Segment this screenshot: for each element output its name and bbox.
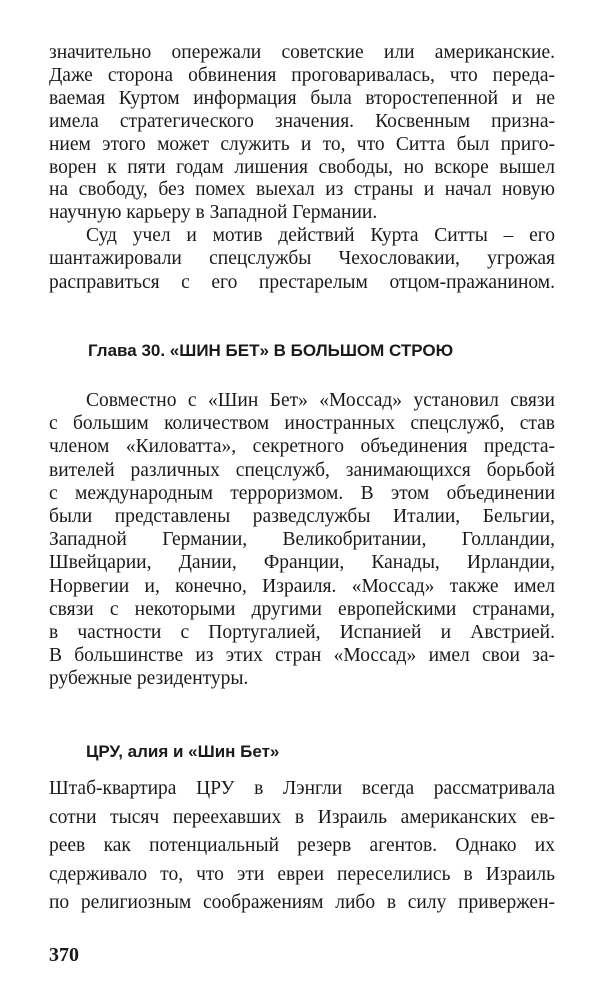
text-line: Совместно с «Шин Бет» «Моссад» установил связи xyxy=(86,390,555,411)
section-heading: ЦРУ, алия и «Шин Бет» xyxy=(86,742,280,761)
text-line: реев как потенциальный резерв агентов. Однако их xyxy=(49,835,555,856)
text-line: связи с некоторыми другими европейскими странами, xyxy=(49,598,555,620)
text-line: по религиозным соображениям либо в силу привержен- xyxy=(49,892,555,913)
text-line: В большинстве из этих стран «Моссад» имел свои за- xyxy=(49,645,555,667)
text-line: Штаб-квартира ЦРУ в Лэнгли всегда рассматривала xyxy=(49,778,555,799)
text-line: Норвегии и, конечно, Израиля. «Моссад» также имел xyxy=(49,575,555,597)
text-line: на свободу, без помех выехал из страны и начал новую xyxy=(49,179,555,201)
text-line: членом «Киловатта», секретного объединения предста- xyxy=(49,436,555,458)
text-line: имела стратегического значения. Косвенным призна- xyxy=(49,110,555,132)
text-line: расправиться с его престарелым отцом-пражанином. xyxy=(49,271,555,293)
text-line: в частности с Португалией, Испанией и Австрией. xyxy=(49,622,555,643)
page-number: 370 xyxy=(49,944,79,966)
text-line: были представлены разведслужбы Италии, Бельгии, xyxy=(49,506,555,527)
text-line: сдерживало то, что эти евреи переселились в Израиль xyxy=(49,863,555,885)
chapter-heading: Глава 30. «ШИН БЕТ» В БОЛЬШОМ СТРОЮ xyxy=(88,341,454,360)
text-line: вителей различных спецслужб, занимающихся борьбой xyxy=(49,459,555,481)
text-line: научную карьеру в Западной Германии. xyxy=(49,202,378,224)
text-line: Западной Германии, Великобритании, Голландии, xyxy=(49,529,555,551)
text-line: шантажировали спецслужбы Чехословакии, угрожая xyxy=(49,248,555,270)
text-line: с международным терроризмом. В этом объединении xyxy=(49,482,555,504)
text-line: рубежные резидентуры. xyxy=(49,668,249,690)
text-line: значительно опережали советские или американские. xyxy=(49,42,555,63)
text-line: сотни тысяч переехавших в Израиль американских ев- xyxy=(49,806,555,828)
text-line: Швейцарии, Дании, Франции, Канады, Ирландии, xyxy=(49,552,555,574)
text-line: Даже сторона обвинения проговаривалась, что переда- xyxy=(49,64,555,86)
text-line: ваемая Куртом информация была второстепенной и не xyxy=(49,87,555,109)
text-line: с большим количеством иностранных спецслужб, став xyxy=(49,413,555,435)
text-line: нием этого может служить и то, что Ситта был приго- xyxy=(49,133,555,155)
text-line: Суд учел и мотив действий Курта Ситты – его xyxy=(86,225,555,246)
text-line: ворен к пяти годам лишения свободы, но вскоре вышел xyxy=(49,156,555,178)
